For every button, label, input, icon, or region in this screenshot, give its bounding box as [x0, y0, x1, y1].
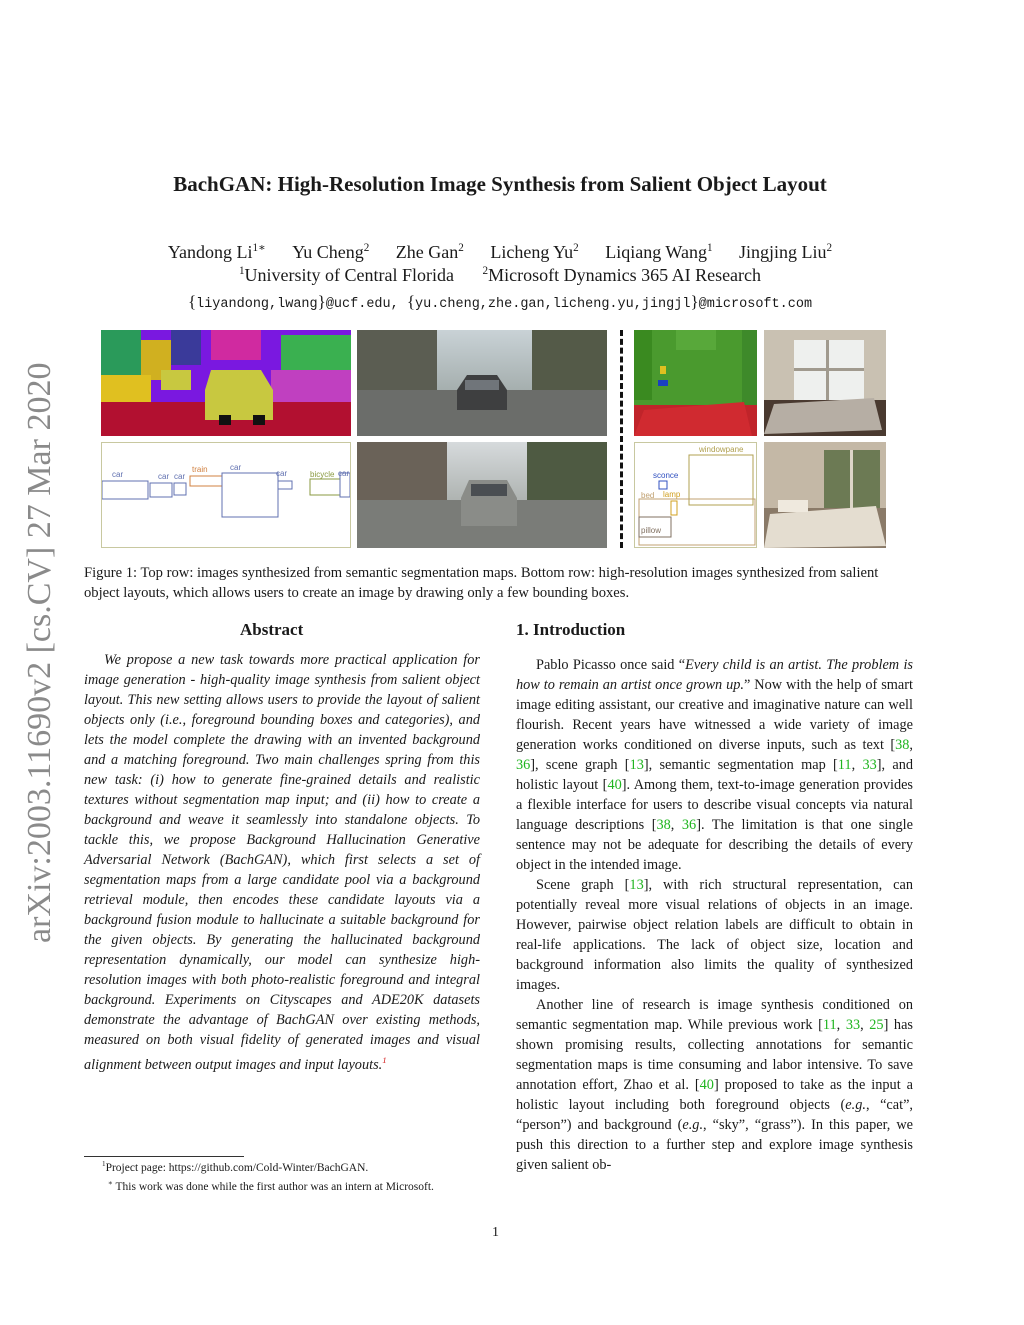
affiliation: $^2$Microsoft Dynamics 365 AI Research — [482, 265, 762, 285]
author: Licheng Yu$^2$ — [490, 242, 579, 262]
box-label: bicycle — [310, 470, 335, 479]
box-label: lamp — [663, 490, 681, 499]
citation-link[interactable]: 38 — [895, 737, 910, 753]
figure-caption: Figure 1: Top row: images synthesized from semantic segmentation maps. Bottom row: high-resolution images synthesized from salient object layouts, which allows users to create an image by drawing only a few bounding boxes. — [84, 565, 879, 601]
citation-link[interactable]: 36 — [681, 817, 697, 833]
citation-link[interactable]: 11 — [837, 757, 852, 773]
citation-link[interactable]: 40 — [699, 1077, 714, 1093]
citation-link[interactable]: 13 — [629, 757, 644, 773]
author: Zhe Gan$^2$ — [395, 242, 464, 262]
figure-synth-street-top — [357, 330, 607, 436]
page-number: 1 — [492, 1225, 499, 1240]
figure-layout-street — [101, 442, 351, 548]
figure-synth-street-bottom — [357, 442, 607, 548]
box-label: car — [338, 469, 350, 478]
citation-link[interactable]: 25 — [869, 1017, 884, 1033]
figure-seg-map-room — [634, 330, 757, 436]
author: Yu Cheng$^2$ — [292, 242, 370, 262]
affiliations — [0, 265, 1000, 286]
figure-separator — [620, 330, 623, 548]
box-label: car — [158, 472, 170, 481]
intro-paragraph: Another line of research is image synthesis conditioned on semantic segmentation map. While previous work [11, 33, 25] has shown promising results, collecting annotations for semantic segmentation maps is time consuming and labor intensive. To save annotation effort, Zhao et al. [40] proposed to take as the input a holistic layout including both foreground objects (e.g., “cat”, “person”) and background (e.g., “sky”, “grass”). In this paper, we push this direction to a further step and explore image synthesis given salient ob- — [516, 997, 913, 1173]
intro-paragraph: Pablo Picasso once said “Every child is an artist. The problem is how to remain an artist once grown up.” Now with the help of smart image editing assistant, our creative and imaginative nature can well flourish. Recent years have witnessed a wide variety of image generation works conditioned on diverse inputs, such as text [38, 36], scene graph [13], semantic segmentation map [11, 33], and holistic layout [40]. Among them, text-to-image generation provides a flexible interface for users to describe visual concepts via natural language descriptions [38, 36]. The limitation is that one single sentence may not be adequate for describing the details of every object in the intended image. — [516, 657, 914, 873]
affiliation: $^1$University of Central Florida — [238, 265, 455, 285]
citation-link[interactable]: 40 — [607, 777, 622, 793]
author-list — [0, 241, 1000, 263]
author: Jingjing Liu$^2$ — [739, 242, 833, 262]
figure-synth-room-top — [764, 330, 886, 436]
footnote-intern: ∗ This work was done while the first author was an intern at Microsoft. — [108, 1179, 434, 1193]
box-label: car — [276, 469, 288, 478]
citation-link[interactable]: 38 — [656, 817, 671, 833]
arxiv-id-text: arXiv:2003.11690v2 [cs.CV] 27 Mar 2020 — [21, 362, 58, 943]
citation-link[interactable]: 11 — [822, 1017, 837, 1033]
box-label: car — [174, 472, 186, 481]
citation-link[interactable]: 33 — [845, 1017, 861, 1033]
box-label: sconce — [653, 471, 679, 480]
arxiv-sidebar-id — [2, 345, 64, 945]
intro-paragraph: Scene graph [13], with rich structural representation, can potentially reveal more visual relations of objects in an image. However, pairwise object relation labels are difficult to obtain in real-life applications. The lack of object size, location and background information also limits the quality of synthesized images. — [516, 877, 913, 993]
box-label: train — [192, 465, 208, 474]
author: Yandong $Li^{1∗}$ — [167, 242, 266, 262]
citation-link[interactable]: 33 — [862, 757, 877, 773]
box-label: windowpane — [699, 445, 744, 454]
citation-link[interactable]: 13 — [629, 877, 644, 893]
box-label: car — [230, 463, 242, 472]
box-label: car — [112, 470, 124, 479]
footnote-project-page: $^1$Project page: https://github.com/Cold-Winter/BachGAN. — [102, 1160, 369, 1174]
paper-title: BachGAN: High-Resolution Image Synthesis from Salient Object Layout — [173, 172, 827, 196]
author-emails: {liyandong,lwang}@ucf.edu, {yu.cheng,zhe.gan,licheng.yu,jingjl}@microsoft.com — [187, 292, 813, 312]
abstract-heading: Abstract — [240, 620, 304, 639]
author: Liqiang Wang$^1$ — [605, 242, 713, 262]
intro-heading: 1. Introduction — [516, 620, 626, 639]
intro-body — [516, 655, 913, 1175]
box-label: pillow — [641, 526, 662, 535]
box-label: bed — [641, 491, 655, 500]
figure-synth-room-bottom — [764, 442, 886, 548]
figure-layout-room — [634, 442, 757, 548]
footnote-rule — [84, 1156, 244, 1157]
figure-seg-map-street — [101, 330, 351, 436]
citation-link[interactable]: 36 — [516, 757, 531, 773]
footnote-marker[interactable]: 1 — [382, 1055, 387, 1065]
abstract-body: We propose a new task towards more practical application for image generation - high-quality image synthesis from salient object layout. This new setting allows users to provide the layout of salient objects only (i.e., foreground bounding boxes and categories), and lets the model complete the drawing with an invented background and a matching foreground. Two main challenges spring from this new task: (i) how to generate fine-grained details and realistic textures without segmentation map input; and (ii) how to create a background and weave it seamlessly into standalone objects. To tackle this, we propose Background Hallucination Generative Adversarial Network (BachGAN), which first selects a set of segmentation maps from a large candidate pool via a background retrieval module, then encodes these candidate layouts via a background fusion module to hallucinate a suitable background for the given objects. By generating the hallucinated background representation dynamically, our model can synthesize high-resolution images with both photo-realistic foreground and integral background. Experiments on Cityscapes and ADE20K datasets demonstrate the advantage of BachGAN over existing methods, measured on both visual fidelity of generated images and visual alignment between output images and input layouts.$^1$ — [84, 652, 480, 1073]
